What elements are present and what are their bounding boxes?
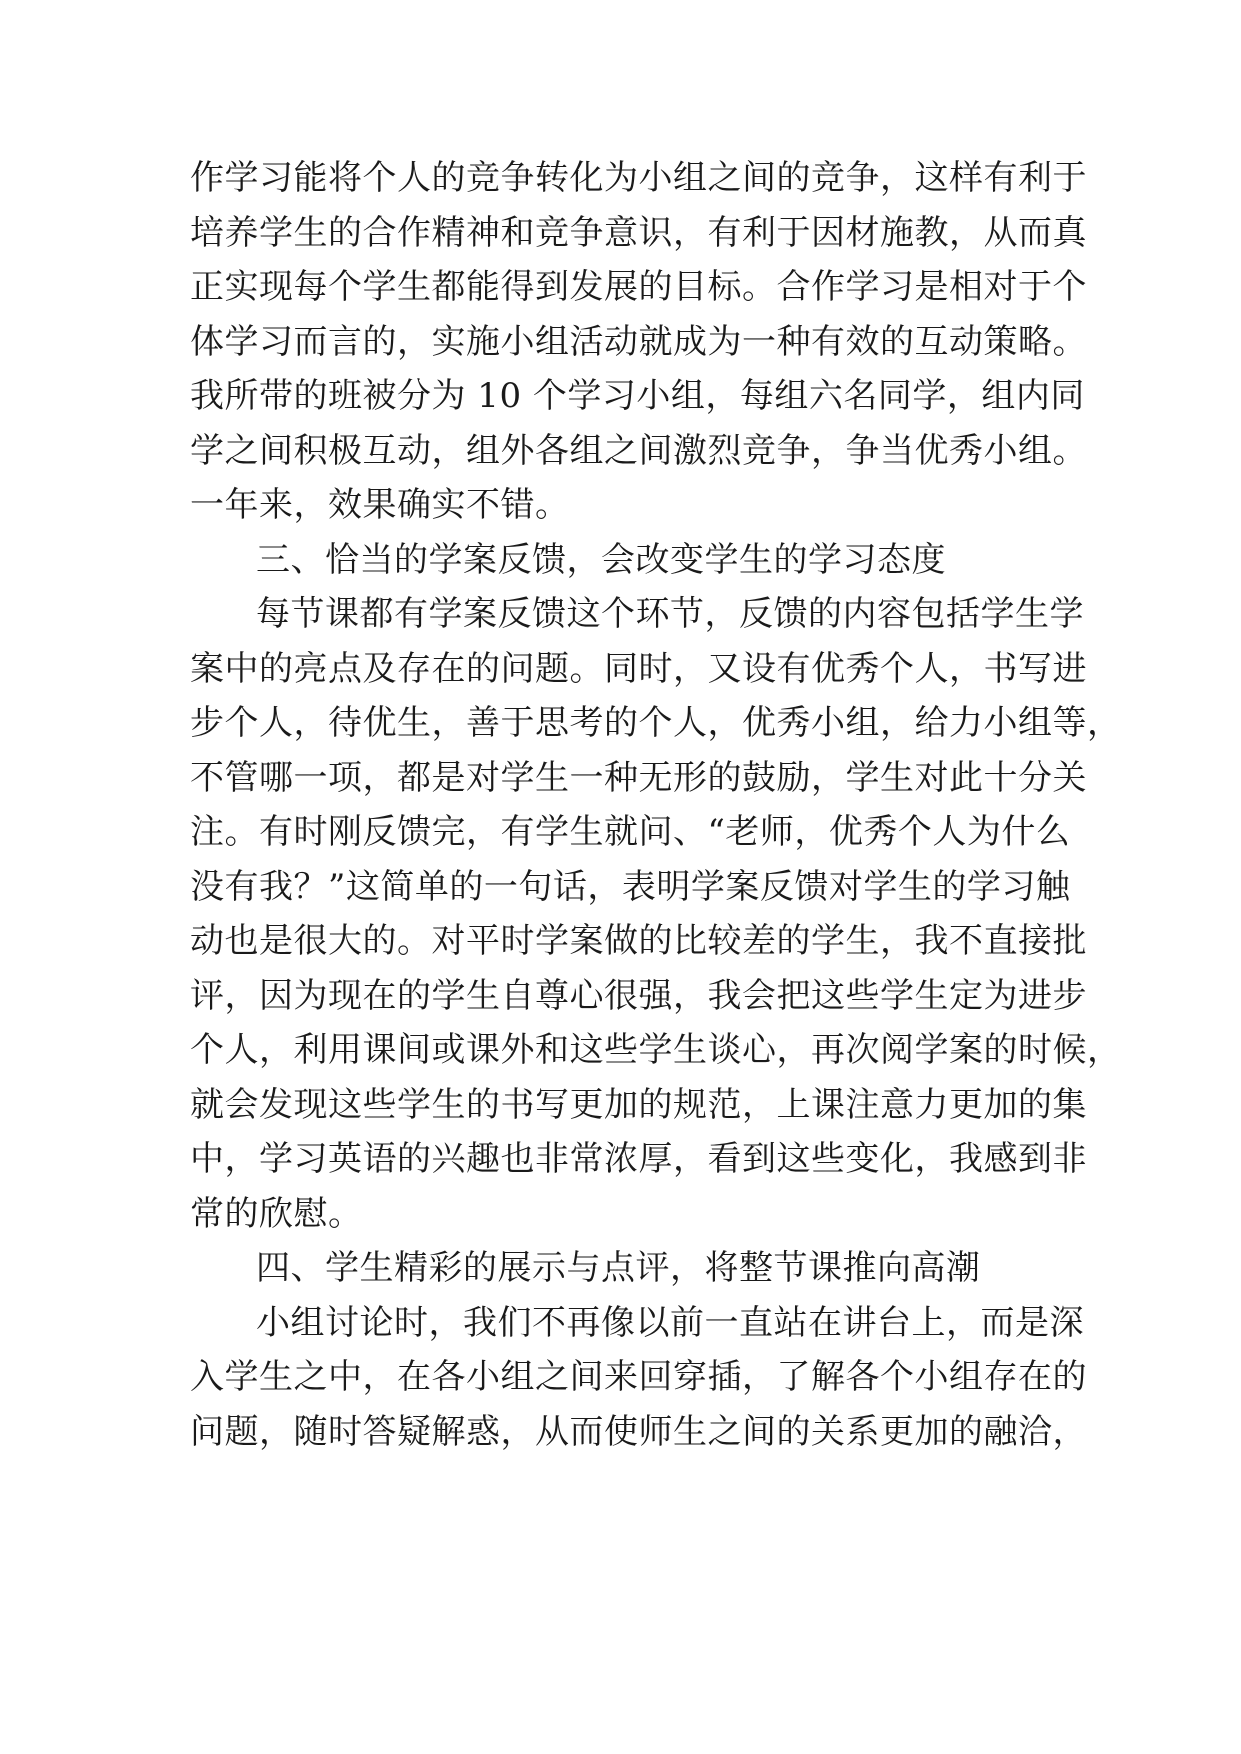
text-line: 中，学习英语的兴趣也非常浓厚，看到这些变化，我感到非 [190, 1139, 1087, 1179]
text-line: 培养学生的合作精神和竞争意识，有利于因材施教，从而真 [190, 212, 1087, 253]
section-heading: 三、恰当的学案反馈，会改变学生的学习态度 [256, 539, 946, 580]
text-line: 小组讨论时，我们不再像以前一直站在讲台上，而是深 [256, 1302, 1084, 1343]
text-line: 每节课都有学案反馈这个环节，反馈的内容包括学生学 [256, 594, 1084, 634]
text-line: 个人，利用课间或课外和这些学生谈心，再次阅学案的时候， [190, 1030, 1122, 1070]
text-line: 一年来，效果确实不错。 [190, 485, 570, 525]
text-line: 问题，随时答疑解惑，从而使师生之间的关系更加的融洽， [190, 1411, 1087, 1452]
text-line: 常的欣慰。 [190, 1193, 363, 1234]
body-text [190, 151, 1122, 1459]
text-line: 我所带的班被分为 10 个学习小组，每组六名同学，组内同 [190, 376, 1085, 416]
text-line: 作学习能将个人的竞争转化为小组之间的竞争，这样有利于 [190, 158, 1087, 198]
text-line: 就会发现这些学生的书写更加的规范，上课注意力更加的集 [190, 1084, 1087, 1125]
text-line: 体学习而言的，实施小组活动就成为一种有效的互动策略。 [190, 321, 1087, 362]
text-line: 入学生之中，在各小组之间来回穿插，了解各个小组存在的 [190, 1357, 1087, 1397]
text-line: 正实现每个学生都能得到发展的目标。合作学习是相对于个 [190, 267, 1087, 307]
text-line: 没有我？”这简单的一句话，表明学案反馈对学生的学习触 [190, 866, 1071, 907]
text-line: 不管哪一项，都是对学生一种无形的鼓励，学生对此十分关 [190, 757, 1087, 798]
section-heading: 四、学生精彩的展示与点评，将整节课推向高潮 [256, 1248, 981, 1288]
text-line: 案中的亮点及存在的问题。同时，又设有优秀个人，书写进 [190, 648, 1087, 689]
text-line: 动也是很大的。对平时学案做的比较差的学生，我不直接批 [190, 921, 1087, 961]
text-line: 注。有时刚反馈完，有学生就问、“老师，优秀个人为什么 [190, 812, 1071, 852]
text-line: 评，因为现在的学生自尊心很强，我会把这些学生定为进步 [190, 975, 1087, 1016]
text-line: 步个人，待优生，善于思考的个人，优秀小组，给力小组等， [190, 703, 1122, 743]
text-line: 学之间积极互动，组外各组之间激烈竞争，争当优秀小组。 [190, 430, 1087, 471]
